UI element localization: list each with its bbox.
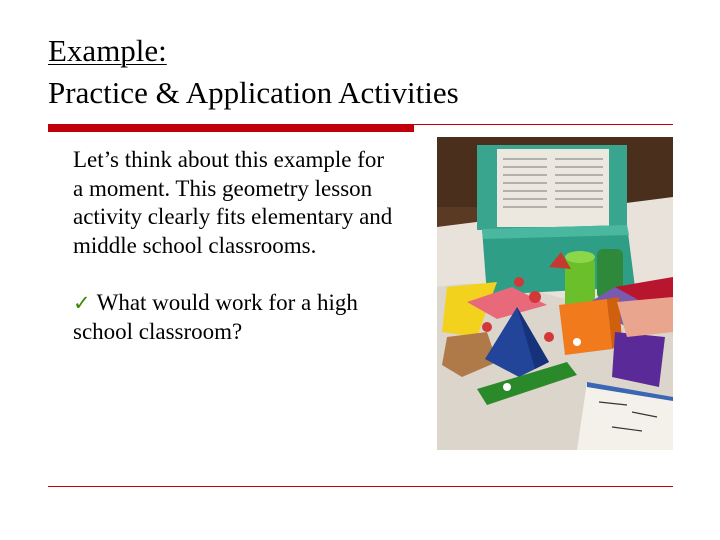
- check-mark-icon: ✓: [73, 291, 91, 315]
- slide-body: [73, 146, 393, 346]
- slide-title: [48, 30, 688, 114]
- title-divider-thick: [48, 124, 414, 132]
- body-paragraph: Let’s think about this example for a moment. This geometry lesson activity clearly fits elementary and middle school classrooms.: [73, 147, 393, 258]
- footer-divider: [48, 486, 673, 487]
- photo-geometry-activity-icon: [437, 137, 673, 450]
- activity-photo: [437, 137, 673, 450]
- question-text: What would work for a high school classroom?: [73, 290, 358, 344]
- question-bullet: [73, 289, 393, 346]
- title-label: Example:: [48, 33, 167, 68]
- title-divider-thin: [414, 124, 673, 125]
- title-subject: Practice & Application Activities: [48, 75, 459, 110]
